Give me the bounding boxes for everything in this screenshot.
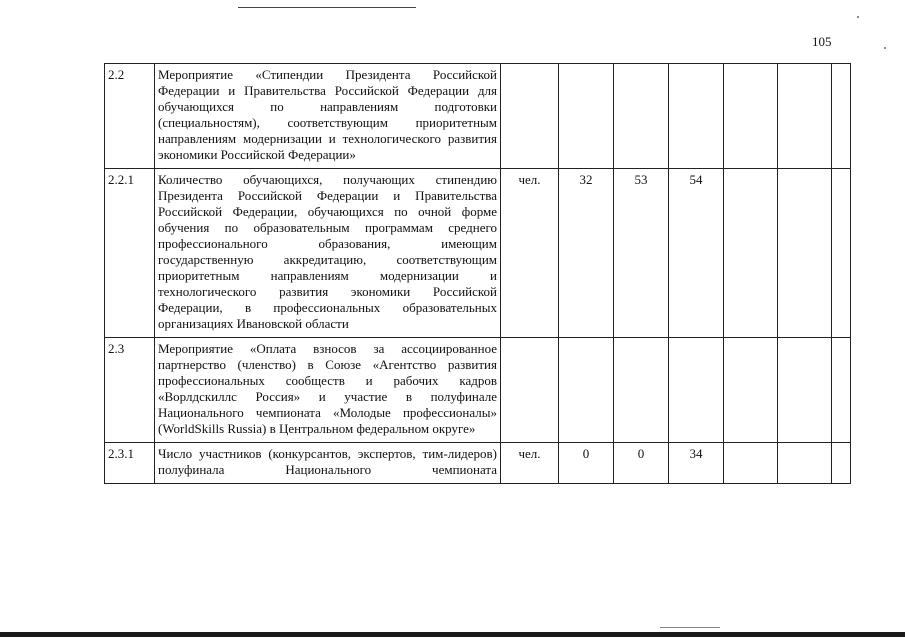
row-value-2: 53 bbox=[614, 169, 669, 338]
row-value-1: 32 bbox=[559, 169, 614, 338]
empty-cell bbox=[778, 169, 832, 338]
top-rule bbox=[238, 7, 416, 8]
indicators-table bbox=[104, 63, 851, 484]
row-number: 2.2 bbox=[105, 64, 155, 169]
row-number: 2.3.1 bbox=[105, 443, 155, 484]
row-unit bbox=[501, 64, 559, 169]
table-row bbox=[105, 338, 851, 443]
table-row bbox=[105, 64, 851, 169]
empty-cell bbox=[724, 169, 778, 338]
row-description: Число участников (конкурсантов, экспертов, тим-лидеров) полуфинала Национального чемпионата bbox=[155, 443, 501, 484]
table-row bbox=[105, 443, 851, 484]
row-value-3: 54 bbox=[669, 169, 724, 338]
row-value-1 bbox=[559, 338, 614, 443]
bottom-edge-bar bbox=[0, 632, 905, 637]
empty-cell bbox=[832, 443, 851, 484]
table-row bbox=[105, 169, 851, 338]
row-value-1 bbox=[559, 64, 614, 169]
row-value-3 bbox=[669, 64, 724, 169]
row-number: 2.2.1 bbox=[105, 169, 155, 338]
row-value-2 bbox=[614, 338, 669, 443]
row-value-2: 0 bbox=[614, 443, 669, 484]
row-value-3: 34 bbox=[669, 443, 724, 484]
scan-artifact-line bbox=[660, 627, 720, 628]
row-description: Мероприятие «Стипендии Президента Российской Федерации и Правительства Российской Федерации для обучающихся по направлениям подготовки (специальностям), соответствующим приоритетным направлениям модернизации и технологического развития экономики Российской Федерации» bbox=[155, 64, 501, 169]
scan-speck bbox=[884, 47, 886, 49]
page-number: 105 bbox=[812, 34, 832, 49]
empty-cell bbox=[724, 443, 778, 484]
empty-cell bbox=[724, 64, 778, 169]
row-value-2 bbox=[614, 64, 669, 169]
row-unit bbox=[501, 338, 559, 443]
row-unit: чел. bbox=[501, 443, 559, 484]
row-unit: чел. bbox=[501, 169, 559, 338]
row-number: 2.3 bbox=[105, 338, 155, 443]
row-value-1: 0 bbox=[559, 443, 614, 484]
empty-cell bbox=[832, 169, 851, 338]
scan-speck bbox=[857, 16, 859, 18]
empty-cell bbox=[832, 338, 851, 443]
row-description: Количество обучающихся, получающих стипендию Президента Российской Федерации и Правительства Российской Федерации, обучающихся по очной форме обучения по образовательным программам среднего профессионального образования, имеющим государственную аккредитацию, соответствующим приоритетным направлениям модернизации и технологического развития экономики Российской Федерации, в профессиональных образовательных организациях Ивановской области bbox=[155, 169, 501, 338]
empty-cell bbox=[724, 338, 778, 443]
empty-cell bbox=[778, 338, 832, 443]
empty-cell bbox=[832, 64, 851, 169]
empty-cell bbox=[778, 443, 832, 484]
row-description: Мероприятие «Оплата взносов за ассоциированное партнерство (членство) в Союзе «Агентство развития профессиональных сообществ и рабочих кадров «Ворлдскиллс Россия» и участие в полуфинале Национального чемпионата «Молодые профессионалы» (WorldSkills Russia) в Центральном федеральном округе» bbox=[155, 338, 501, 443]
empty-cell bbox=[778, 64, 832, 169]
row-value-3 bbox=[669, 338, 724, 443]
